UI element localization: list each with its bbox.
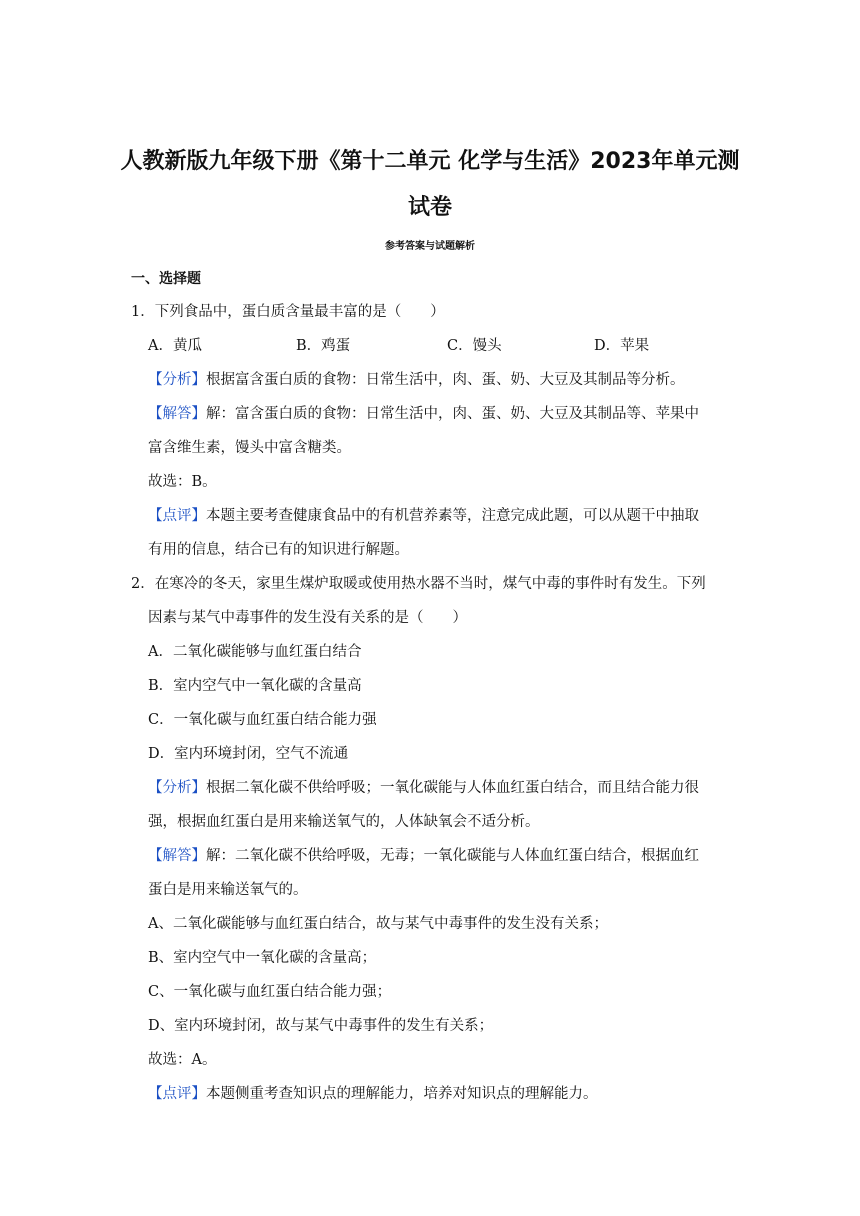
document-subtitle: 参考答案与试题解析 xyxy=(385,241,475,252)
q2-option-c: C．一氧化碳与血红蛋白结合能力强 xyxy=(148,712,377,728)
q1-option-a: A．黄瓜 xyxy=(148,338,202,354)
q2-stem-line2: 因素与某气中毒事件的发生没有关系的是（ ） xyxy=(148,610,467,626)
q2-choice: 故选：A。 xyxy=(148,1052,217,1068)
q1-answer-text: 解：富含蛋白质的食物：日常生活中，肉、蛋、奶、大豆及其制品等、苹果中 xyxy=(206,406,699,422)
analysis-tag: 【分析】 xyxy=(148,780,206,796)
q2-answer-text: 解：二氧化碳不供给呼吸，无毒；一氧化碳能与人体血红蛋白结合，根据血红 xyxy=(206,848,699,864)
q1-answer-line2: 富含维生素，馒头中富含糖类。 xyxy=(148,440,351,456)
section-heading: 一、选择题 xyxy=(131,271,201,287)
comment-tag: 【点评】 xyxy=(148,1086,206,1102)
q2-stem: 2．在寒冷的冬天，家里生煤炉取暖或使用热水器不当时，煤气中毒的事件时有发生。下列 xyxy=(131,576,706,592)
q2-comment-text: 本题侧重考查知识点的理解能力，培养对知识点的理解能力。 xyxy=(206,1086,598,1102)
q1-option-c: C．馒头 xyxy=(447,338,502,354)
q1-analysis-text: 根据富含蛋白质的食物：日常生活中，肉、蛋、奶、大豆及其制品等分析。 xyxy=(206,372,685,388)
document-title-line2: 试卷 xyxy=(407,195,452,220)
q1-choice: 故选：B。 xyxy=(148,474,217,490)
q2-point-b: B、室内空气中一氧化碳的含量高； xyxy=(148,950,377,966)
comment-tag: 【点评】 xyxy=(148,508,206,524)
q2-point-c: C、一氧化碳与血红蛋白结合能力强； xyxy=(148,984,392,1000)
q1-stem: 1．下列食品中，蛋白质含量最丰富的是（ ） xyxy=(131,304,445,320)
q1-option-d: D．苹果 xyxy=(594,338,650,354)
q1-option-b: B．鸡蛋 xyxy=(296,338,351,354)
q2-option-b: B．室内空气中一氧化碳的含量高 xyxy=(148,678,362,694)
analysis-tag: 【分析】 xyxy=(148,372,206,388)
q2-answer-line2: 蛋白是用来输送氧气的。 xyxy=(148,882,308,898)
q2-analysis xyxy=(148,778,699,798)
q2-analysis-text: 根据二氧化碳不供给呼吸；一氧化碳能与人体血红蛋白结合，而且结合能力很 xyxy=(206,780,699,796)
q1-comment-text: 本题主要考查健康食品中的有机营养素等，注意完成此题，可以从题干中抽取 xyxy=(206,508,699,524)
q1-comment xyxy=(148,506,699,526)
q2-point-d: D、室内环境封闭，故与某气中毒事件的发生有关系； xyxy=(148,1018,494,1034)
q1-analysis xyxy=(148,370,685,390)
q2-option-d: D．室内环境封闭，空气不流通 xyxy=(148,746,349,762)
q2-point-a: A、二氧化碳能够与血红蛋白结合，故与某气中毒事件的发生没有关系； xyxy=(148,916,608,932)
q1-comment-line2: 有用的信息，结合已有的知识进行解题。 xyxy=(148,542,409,558)
answer-tag: 【解答】 xyxy=(148,848,206,864)
q1-answer xyxy=(148,404,699,424)
q2-analysis-line2: 强，根据血红蛋白是用来输送氧气的，人体缺氧会不适分析。 xyxy=(148,814,540,830)
q2-answer xyxy=(148,846,699,866)
answer-tag: 【解答】 xyxy=(148,406,206,422)
q2-option-a: A．二氧化碳能够与血红蛋白结合 xyxy=(148,644,362,660)
q2-comment xyxy=(148,1084,598,1104)
document-title-line1: 人教新版九年级下册《第十二单元 化学与生活》2023年单元测 xyxy=(120,149,740,174)
